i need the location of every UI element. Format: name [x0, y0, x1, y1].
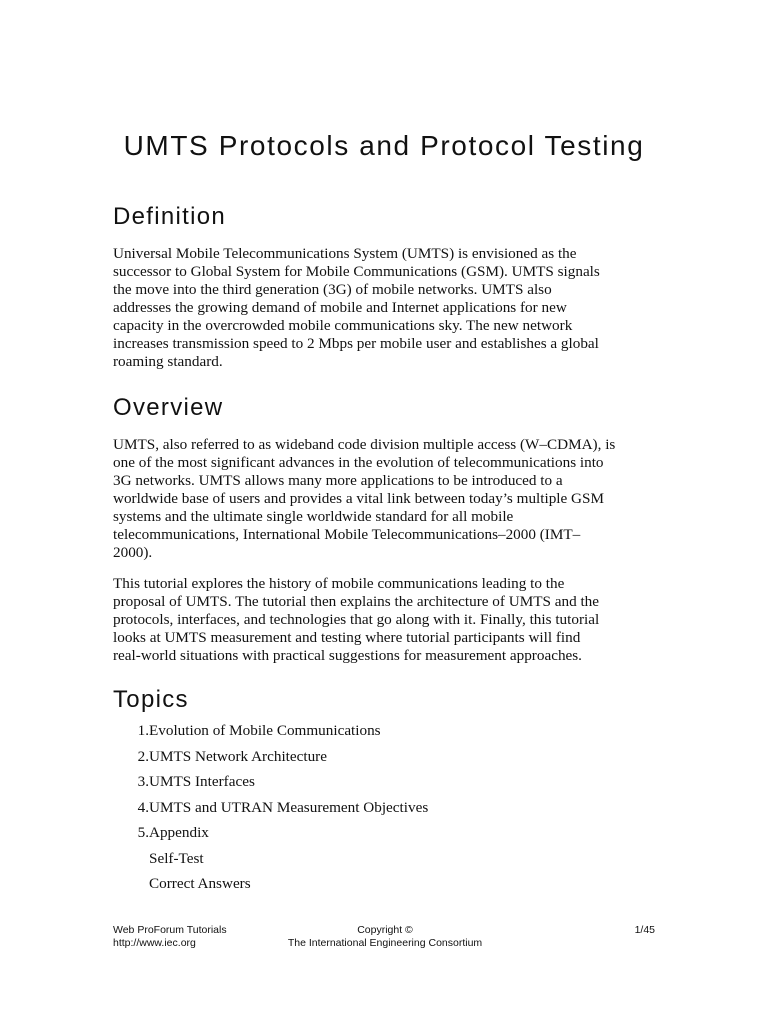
text-line: addresses the growing demand of mobile and Internet applications for new: [113, 299, 567, 316]
footer-center: [240, 924, 530, 950]
footer-left: [113, 924, 227, 950]
text-line: roaming standard.: [113, 353, 223, 370]
item-label: Correct Answers: [149, 875, 251, 892]
text-line: looks at UMTS measurement and testing where tutorial participants will find: [113, 629, 581, 646]
definition-paragraph: [113, 245, 653, 371]
text-line: the move into the third generation (3G) of mobile networks. UMTS also: [113, 281, 552, 298]
item-number: 1.: [137, 722, 149, 739]
text-line: protocols, interfaces, and technologies that go along with it. Finally, this tutorial: [113, 611, 600, 628]
list-item: [113, 799, 653, 825]
text-line: telecommunications, International Mobile Telecommunications–2000 (IMT–: [113, 526, 581, 543]
list-item: [113, 722, 653, 748]
item-label: Self-Test: [149, 849, 204, 867]
item-label: UMTS Network Architecture: [149, 747, 327, 765]
item-label: UMTS Interfaces: [149, 773, 255, 790]
list-item: [113, 824, 653, 850]
text-line: successor to Global System for Mobile Communications (GSM). UMTS signals: [113, 263, 600, 280]
page-number: 1/45: [634, 924, 655, 936]
text-line: proposal of UMTS. The tutorial then explains the architecture of UMTS and the: [113, 593, 600, 610]
item-number: 4.: [137, 798, 149, 816]
text-line: worldwide base of users and provides a vital link between today’s multiple GSM: [113, 490, 604, 507]
text-line: systems and the ultimate single worldwide standard for all mobile: [113, 508, 514, 525]
overview-paragraph-1: [113, 436, 653, 562]
item-label: UMTS and UTRAN Measurement Objectives: [149, 798, 429, 816]
footer-url: http://www.iec.org: [113, 937, 196, 949]
item-number: 3.: [137, 773, 149, 790]
footer-organization: The International Engineering Consortium: [287, 937, 483, 949]
text-line: one of the most significant advances in the evolution of telecommunications into: [113, 454, 604, 471]
text-line: real-world situations with practical suggestions for measurement approaches.: [113, 647, 582, 664]
item-number: 5.: [137, 824, 149, 841]
text-line: increases transmission speed to 2 Mbps per mobile user and establishes a global: [113, 335, 599, 352]
list-item: [113, 850, 653, 876]
item-label: Appendix: [149, 824, 209, 841]
footer-publisher: Web ProForum Tutorials: [113, 924, 227, 936]
list-item: [113, 773, 653, 799]
item-number: 2.: [137, 747, 149, 765]
text-line: Universal Mobile Telecommunications System (UMTS) is envisioned as the: [113, 245, 577, 262]
list-item: [113, 748, 653, 774]
text-line: 2000).: [113, 544, 153, 561]
topics-heading: Topics: [113, 686, 189, 713]
topics-list: [113, 722, 653, 901]
text-line: UMTS, also referred to as wideband code division multiple access (W–CDMA), is: [113, 436, 616, 453]
text-line: This tutorial explores the history of mobile communications leading to the: [113, 575, 565, 592]
text-line: capacity in the overcrowded mobile communications sky. The new network: [113, 317, 573, 334]
overview-paragraph-2: [113, 575, 653, 665]
footer-copyright: Copyright ©: [357, 924, 413, 936]
list-item: [113, 875, 653, 901]
footer-right: [600, 924, 655, 937]
item-label: Evolution of Mobile Communications: [149, 722, 381, 739]
definition-heading: Definition: [113, 203, 227, 230]
document-title: UMTS Protocols and Protocol Testing: [123, 130, 645, 161]
overview-heading: Overview: [113, 394, 224, 421]
text-line: 3G networks. UMTS allows many more applications to be introduced to a: [113, 472, 563, 489]
